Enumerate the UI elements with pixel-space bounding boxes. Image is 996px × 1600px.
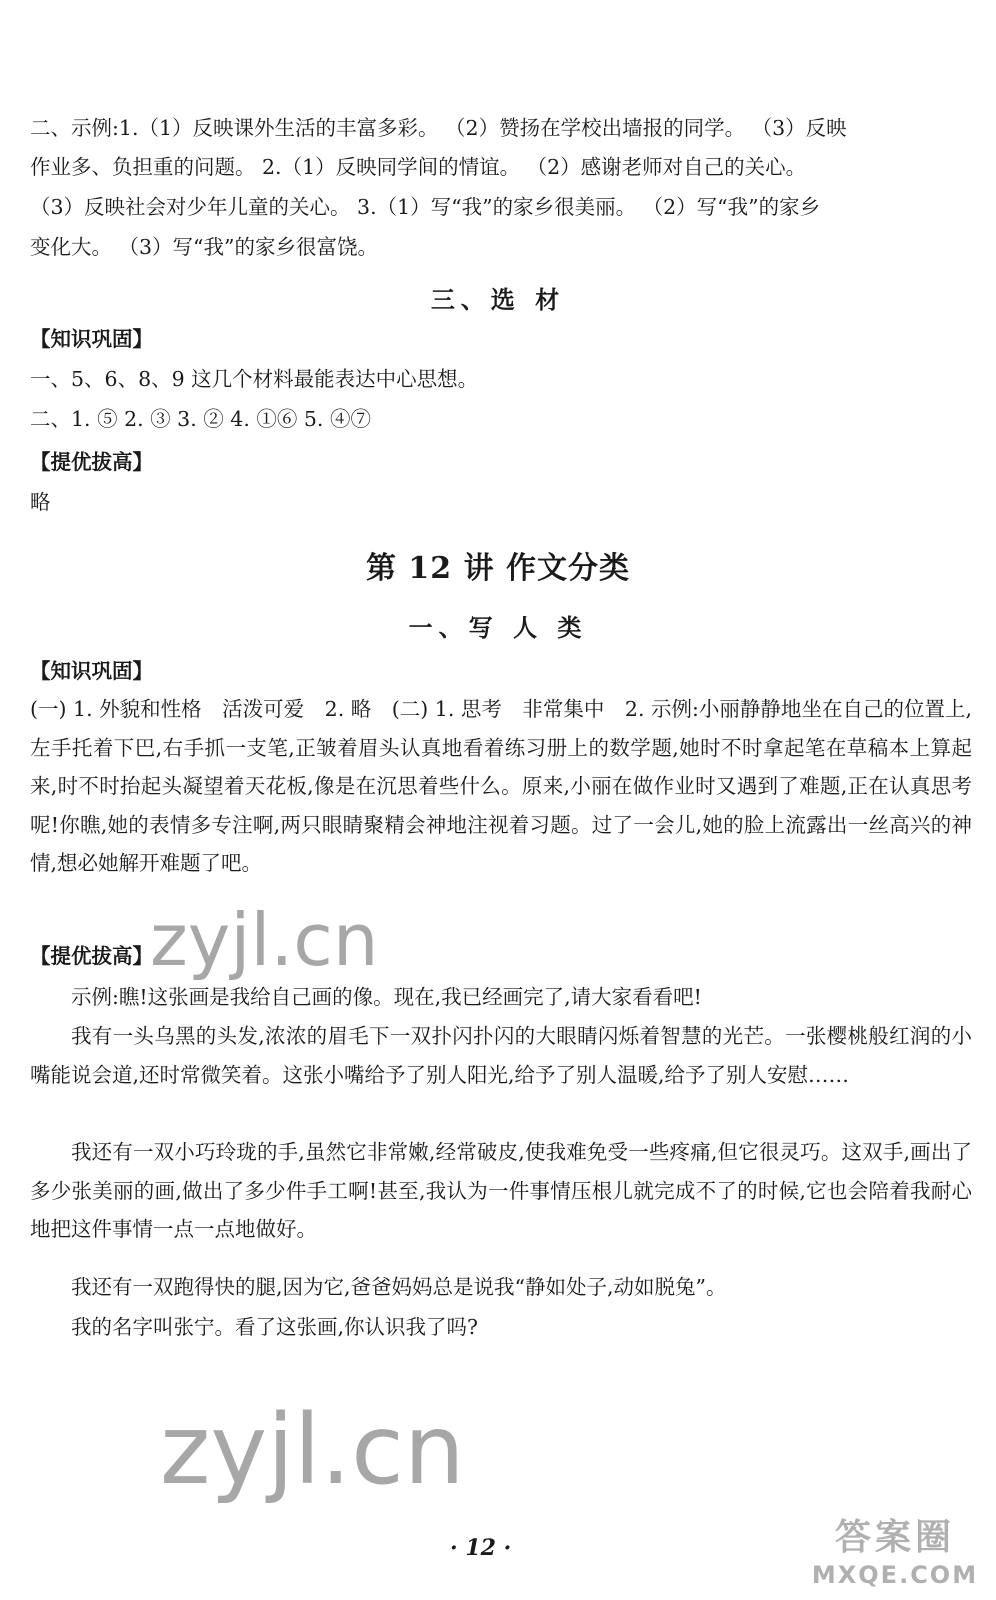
- watermark-stamp-url: MXQE.COM: [811, 1561, 979, 1589]
- section-label: 【提优拔高】: [30, 450, 153, 474]
- essay-paragraph: 我还有一双小巧玲珑的手,虽然它非常嫩,经常破皮,使我难免受一些疼痛,但它很灵巧。这双手,画出了多少张美丽的画,做出了多少件手工啊!甚至,我认为一件事情压根儿就完成不了的时候,它也会陪着我耐心地把这件事情一点一点地做好。: [30, 1140, 972, 1241]
- essay-paragraph: 我还有一双跑得快的腿,因为它,爸爸妈妈总是说我“静如处子,动如脱兔”。: [71, 1275, 727, 1299]
- answer-line: 变化大。 （3）写“我”的家乡很富饶。: [30, 235, 379, 259]
- section-label: 【提优拔高】: [30, 944, 153, 968]
- essay-paragraph: 我有一头乌黑的头发,浓浓的眉毛下一双扑闪扑闪的大眼睛闪烁着智慧的光芒。一张樱桃般红润的小嘴能说会道,还时常微笑着。这张小嘴给予了别人阳光,给予了别人温暖,给予了别人安慰……: [30, 1024, 972, 1087]
- section-label: 【知识巩固】: [30, 327, 153, 351]
- section-label: 【知识巩固】: [30, 659, 153, 683]
- answer-line: （3）反映社会对少年儿童的关心。 3.（1）写“我”的家乡很美丽。 （2）写“我”的家乡: [30, 195, 821, 219]
- answer-line: 作业多、负担重的问题。 2.（1）反映同学间的情谊。 （2）感谢老师对自己的关心。: [30, 155, 807, 179]
- section-title: 一、写 人 类: [408, 613, 588, 642]
- watermark-stamp: [800, 1516, 990, 1600]
- essay-paragraph: 我的名字叫张宁。看了这张画,你认识我了吗?: [71, 1315, 479, 1339]
- section-title: 三、选 材: [430, 285, 566, 314]
- answer-line: 二、示例:1.（1）反映课外生活的丰富多彩。 （2）赞扬在学校出墙报的同学。 （3）反映: [30, 116, 847, 140]
- answer-paragraph: (一) 1. 外貌和性格 活泼可爱 2. 略 (二) 1. 思考 非常集中 2. 示例:小丽静静地坐在自己的位置上,左手托着下巴,右手抓一支笔,正皱着眉头认真地看着练习册上的数学题,她时不时拿起笔在草稿本上算起来,时不时抬起头凝望着天花板,像是在沉思着些什么。原来,小丽在做作业时又遇到了难题,正在认真思考呢!你瞧,她的表情多专注啊,两只眼睛聚精会神地注视着习题。过了一会儿,她的脸上流露出一丝高兴的神情,想必她解开难题了吧。: [30, 697, 972, 875]
- lecture-title: 第 12 讲 作文分类: [365, 551, 631, 586]
- answer-line: 一、5、6、8、9 这几个材料最能表达中心思想。: [30, 367, 479, 391]
- answer-line: 略: [30, 490, 51, 514]
- page-number: · 12 ·: [450, 1535, 512, 1561]
- answer-line: 二、1. ⑤ 2. ③ 3. ② 4. ①⑥ 5. ④⑦: [30, 407, 371, 431]
- watermark: zyjl.cn: [150, 898, 379, 982]
- watermark-stamp-title: 答案圈: [834, 1517, 955, 1558]
- watermark: zyjl.cn: [160, 1394, 465, 1506]
- essay-paragraph: 示例:瞧!这张画是我给自己画的像。现在,我已经画完了,请大家看看吧!: [71, 985, 702, 1009]
